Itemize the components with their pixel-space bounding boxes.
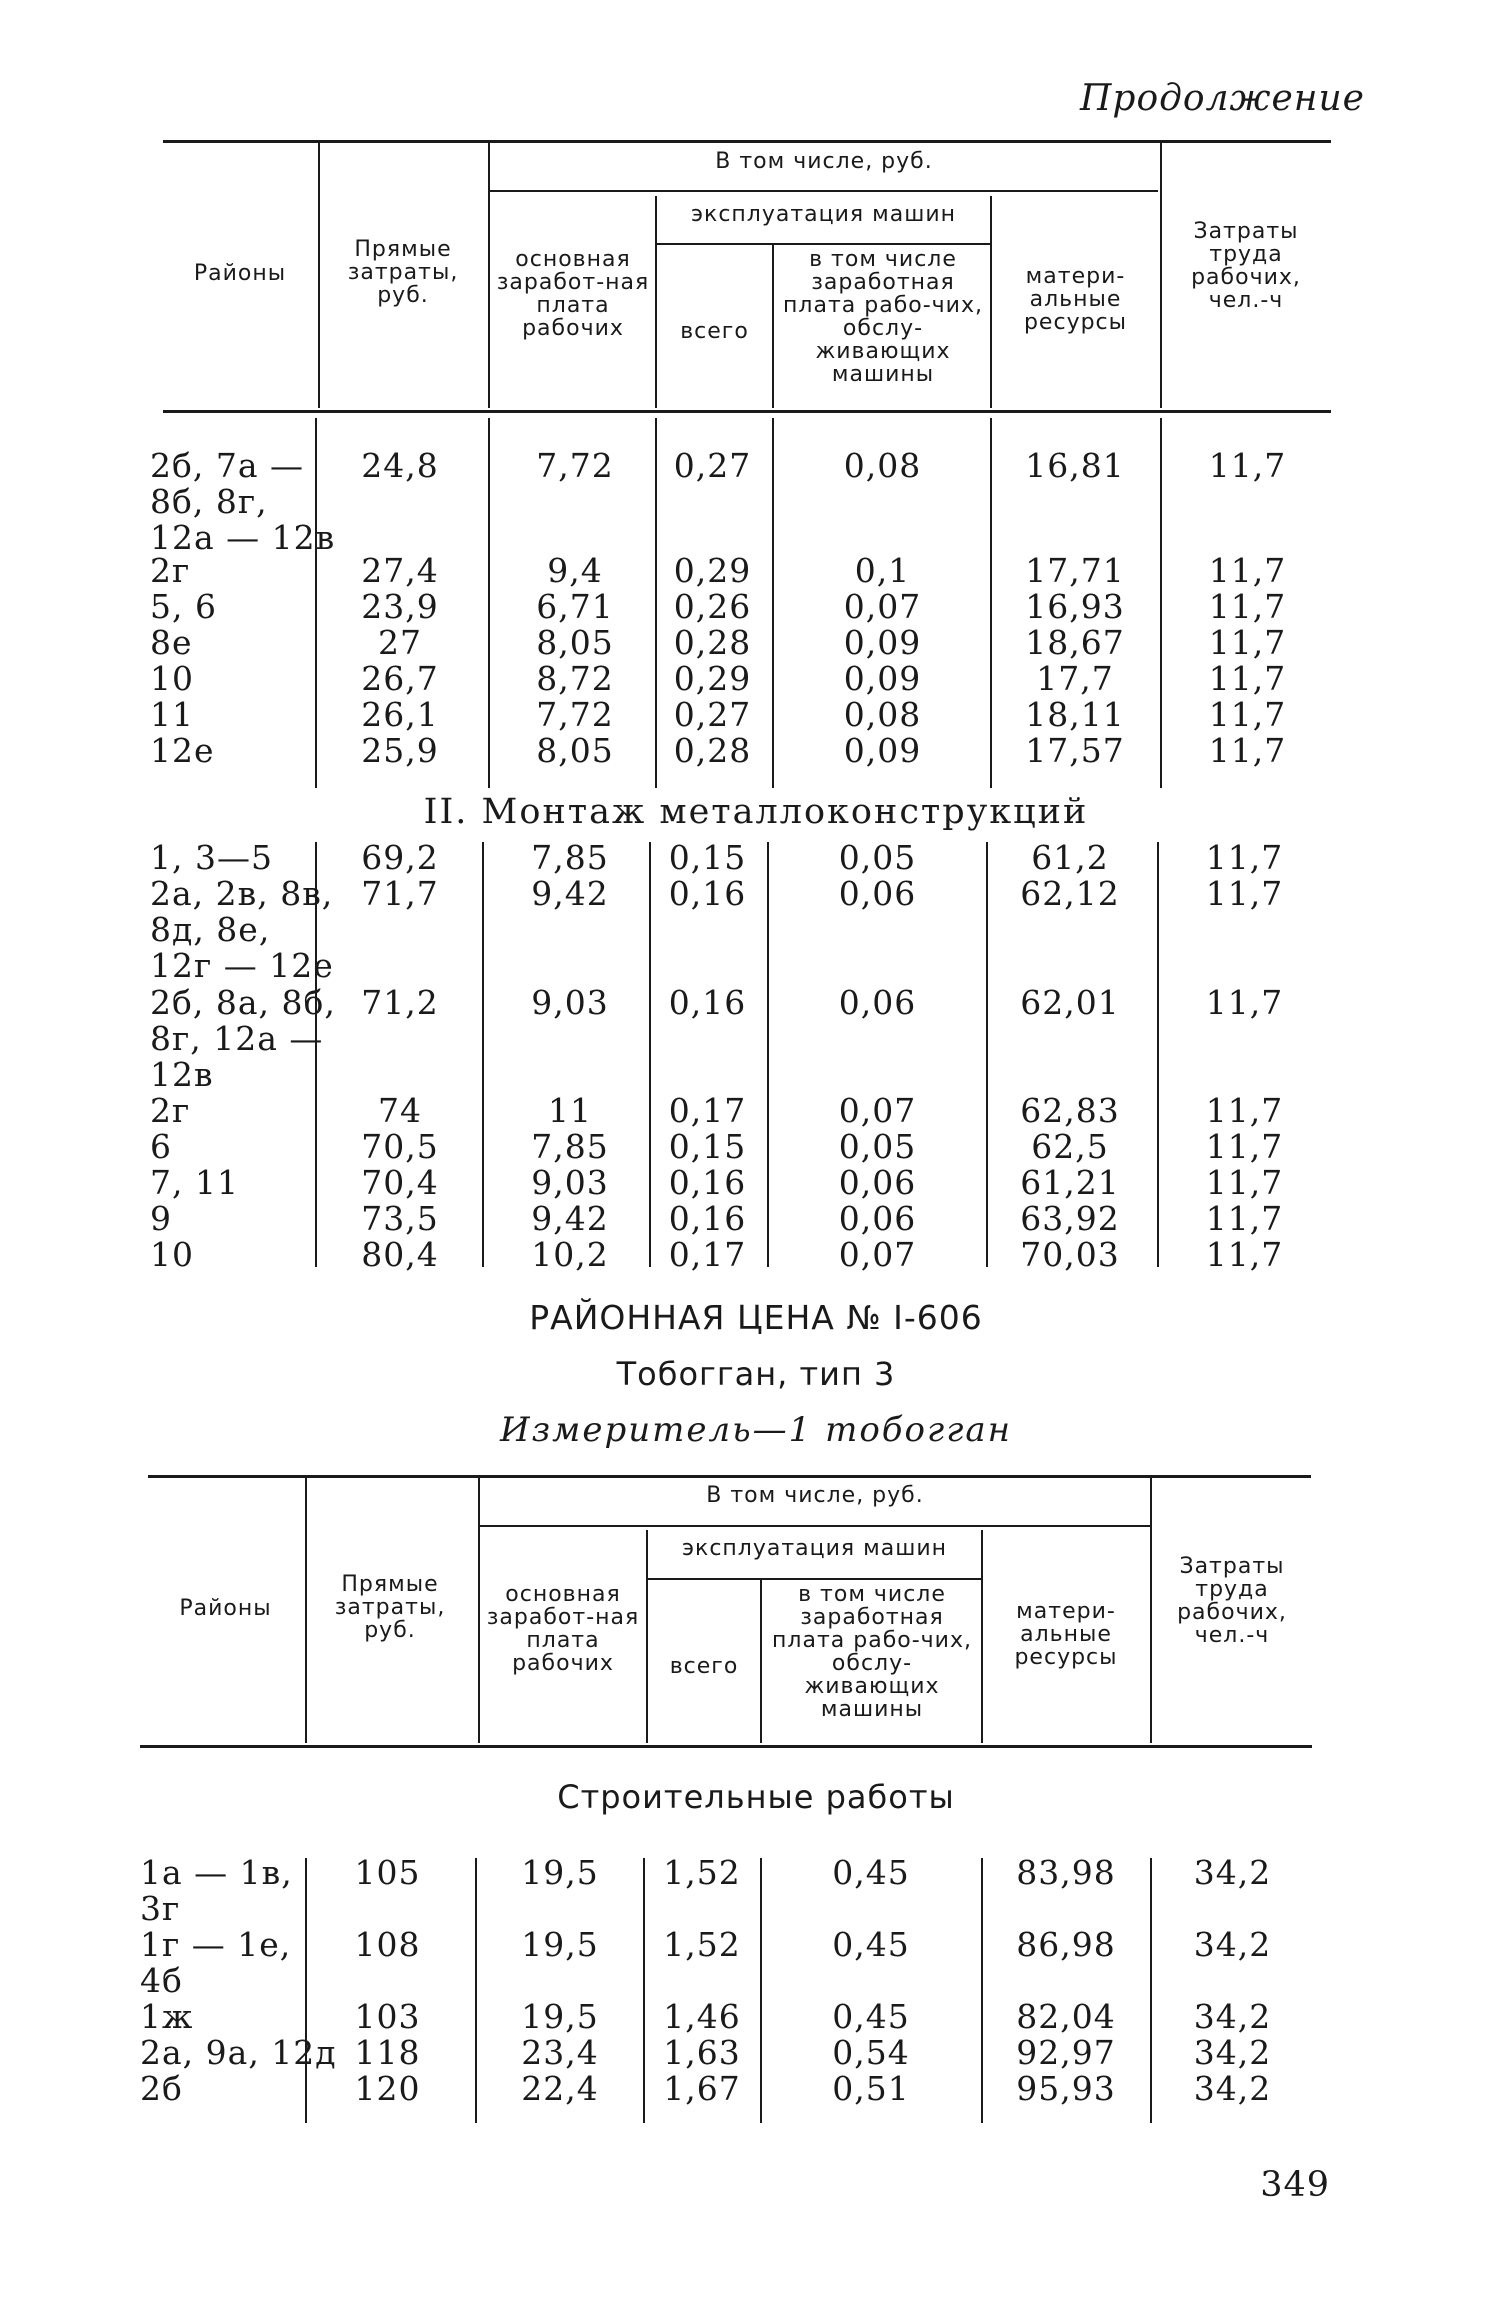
table-cell: 95,93 (1016, 2069, 1116, 2108)
table-cell: 11,7 (1208, 446, 1287, 485)
table-cell: 62,01 (1020, 983, 1120, 1022)
table-cell: 0,05 (838, 838, 917, 877)
table-row-region: 10 (150, 659, 194, 698)
table-row-region: 9 (150, 1199, 172, 1238)
table-cell: 0,27 (673, 695, 752, 734)
table-cell: 8,05 (536, 731, 614, 770)
table-cell: 23,4 (521, 2033, 599, 2072)
table-cell: 0,06 (838, 1199, 917, 1238)
table-cell: 83,98 (1016, 1853, 1116, 1892)
table-cell: 17,7 (1036, 659, 1114, 698)
table-cell: 19,5 (521, 1925, 599, 1964)
table-cell: 0,09 (843, 731, 922, 770)
table-cell: 34,2 (1193, 1997, 1272, 2036)
header-machine-op: эксплуатация машин (690, 202, 957, 227)
table-cell: 118 (354, 2033, 421, 2072)
table-cell: 0,16 (668, 1199, 747, 1238)
table-cell: 9,4 (547, 551, 603, 590)
table-cell: 0,08 (843, 695, 922, 734)
table-cell: 0,51 (832, 2069, 910, 2108)
table-cell: 0,07 (838, 1091, 917, 1130)
table-cell: 62,12 (1020, 874, 1120, 913)
table-cell: 0,05 (838, 1127, 917, 1166)
table-cell: 11,7 (1205, 838, 1284, 877)
table-cell: 7,85 (531, 838, 609, 877)
table-cell: 11,7 (1208, 731, 1287, 770)
table-cell: 0,15 (668, 838, 747, 877)
table-cell: 17,57 (1025, 731, 1125, 770)
table-cell: 0,45 (832, 1853, 910, 1892)
table-cell: 92,97 (1016, 2033, 1116, 2072)
table-cell: 7,72 (536, 695, 614, 734)
header-regions: Районы (193, 261, 287, 286)
section-title: II. Монтаж металлоконструкций (423, 792, 1089, 832)
table-row-region: 2а, 2в, 8в, 8д, 8е, 12г — 12е (150, 874, 334, 985)
table-cell: 0,28 (673, 731, 752, 770)
table-cell: 7,85 (531, 1127, 609, 1166)
table-cell: 11,7 (1205, 1235, 1284, 1274)
table-row-region: 8е (150, 623, 193, 662)
table-cell: 120 (354, 2069, 421, 2108)
table-row-region: 2а, 9а, 12д (140, 2033, 337, 2072)
table-row-region: 11 (150, 695, 194, 734)
table-cell: 19,5 (521, 1997, 599, 2036)
table-row-region: 10 (150, 1235, 194, 1274)
table-cell: 73,5 (361, 1199, 439, 1238)
table-cell: 80,4 (361, 1235, 439, 1274)
table-row-region: 2г (150, 551, 191, 590)
table-cell: 0,17 (668, 1235, 747, 1274)
table-cell: 61,2 (1031, 838, 1109, 877)
table-cell: 22,4 (521, 2069, 599, 2108)
section-title: Строительные работы (557, 1778, 955, 1816)
table-cell: 34,2 (1193, 1925, 1272, 1964)
table-cell: 1,46 (663, 1997, 741, 2036)
table-cell: 34,2 (1193, 1853, 1272, 1892)
price-title: РАЙОННАЯ ЦЕНА № I-606 (529, 1298, 983, 1337)
table-cell: 0,16 (668, 983, 747, 1022)
table-cell: 7,72 (536, 446, 614, 485)
table-cell: 19,5 (521, 1853, 599, 1892)
header-materials: матери-альные ресурсы (1023, 264, 1128, 335)
header-materials: матери-альные ресурсы (1014, 1599, 1118, 1670)
table-cell: 8,72 (536, 659, 614, 698)
table-cell: 0,16 (668, 874, 747, 913)
header-incl-wage: в том числе заработная плата рабо-чих, обслу-живающих машины (772, 1582, 972, 1722)
table-cell: 0,29 (673, 659, 752, 698)
header-incl-rub: В том числе, руб. (715, 149, 933, 174)
table-cell: 11,7 (1205, 1091, 1284, 1130)
table-cell: 11,7 (1205, 983, 1284, 1022)
header-incl-wage: в том числе заработная плата рабо-чих, обслу-живающих машины (783, 247, 983, 387)
table-cell: 70,03 (1020, 1235, 1120, 1274)
table-cell: 63,92 (1020, 1199, 1120, 1238)
table-cell: 11,7 (1205, 1127, 1284, 1166)
header-direct-costs: Прямые затраты, руб. (334, 1572, 446, 1643)
header-labor: Затраты труда рабочих, чел.-ч (1191, 219, 1301, 313)
table-cell: 82,04 (1016, 1997, 1116, 2036)
table-cell: 0,54 (832, 2033, 910, 2072)
table-cell: 0,09 (843, 623, 922, 662)
table-cell: 24,8 (361, 446, 439, 485)
table-cell: 16,93 (1025, 587, 1125, 626)
table-cell: 0,29 (673, 551, 752, 590)
table-row-region: 7, 11 (150, 1163, 239, 1202)
table-cell: 1,63 (663, 2033, 741, 2072)
table-cell: 11,7 (1208, 551, 1287, 590)
table-cell: 0,08 (843, 446, 922, 485)
table-cell: 25,9 (361, 731, 439, 770)
header-total: всего (669, 1654, 739, 1679)
table-cell: 17,71 (1025, 551, 1125, 590)
table-cell: 0,27 (673, 446, 752, 485)
table-cell: 26,1 (361, 695, 439, 734)
table-cell: 0,06 (838, 1163, 917, 1202)
table-cell: 9,42 (531, 874, 609, 913)
table-cell: 0,45 (832, 1925, 910, 1964)
table-cell: 62,83 (1020, 1091, 1120, 1130)
header-regions: Районы (179, 1596, 272, 1621)
table-cell: 34,2 (1193, 2033, 1272, 2072)
table-cell: 9,03 (531, 1163, 609, 1202)
table-cell: 27,4 (361, 551, 439, 590)
table-cell: 105 (354, 1853, 421, 1892)
table-cell: 11,7 (1205, 1163, 1284, 1202)
table-cell: 8,05 (536, 623, 614, 662)
table-cell: 11,7 (1208, 623, 1287, 662)
table-cell: 23,9 (361, 587, 439, 626)
table-cell: 69,2 (361, 838, 439, 877)
table-cell: 18,11 (1025, 695, 1125, 734)
table-cell: 86,98 (1016, 1925, 1116, 1964)
table-cell: 0,45 (832, 1997, 910, 2036)
table-cell: 34,2 (1193, 2069, 1272, 2108)
header-labor: Затраты труда рабочих, чел.-ч (1177, 1554, 1287, 1648)
table-row-region: 2б (140, 2069, 183, 2108)
table-row-region: 12е (150, 731, 215, 770)
header-incl-rub: В том числе, руб. (706, 1483, 924, 1508)
table-cell: 61,21 (1020, 1163, 1120, 1202)
table-cell: 62,5 (1031, 1127, 1109, 1166)
table-cell: 18,67 (1025, 623, 1125, 662)
table-row-region: 1г — 1е, 4б (140, 1925, 292, 2000)
table-cell: 0,07 (838, 1235, 917, 1274)
header-main-wage: основная заработ-ная плата рабочих (496, 247, 650, 341)
table-cell: 11 (548, 1091, 592, 1130)
continuation-label: Продолжение (1080, 78, 1365, 119)
table-cell: 0,28 (673, 623, 752, 662)
table-cell: 27 (378, 623, 422, 662)
table-cell: 71,2 (361, 983, 439, 1022)
table-row-region: 2б, 7а — 8б, 8г, 12а — 12в (150, 446, 336, 557)
table-row-region: 1а — 1в, 3г (140, 1853, 293, 1928)
table-cell: 0,16 (668, 1163, 747, 1202)
table-cell: 9,03 (531, 983, 609, 1022)
table-cell: 1,67 (663, 2069, 741, 2108)
table-row-region: 5, 6 (150, 587, 217, 626)
table-cell: 11,7 (1205, 874, 1284, 913)
table-cell: 11,7 (1208, 659, 1287, 698)
table-cell: 1,52 (663, 1853, 741, 1892)
header-direct-costs: Прямые затраты, руб. (347, 237, 459, 308)
table-cell: 0,09 (843, 659, 922, 698)
table-cell: 16,81 (1025, 446, 1125, 485)
price-measure: Измеритель—1 тобогган (499, 1410, 1013, 1450)
header-total: всего (680, 319, 749, 344)
table-cell: 70,5 (361, 1127, 439, 1166)
table-row-region: 2г (150, 1091, 191, 1130)
table-cell: 1,52 (663, 1925, 741, 1964)
table-cell: 0,06 (838, 874, 917, 913)
header-main-wage: основная заработ-ная плата рабочих (486, 1582, 640, 1676)
table-cell: 108 (354, 1925, 421, 1964)
table-cell: 11,7 (1205, 1199, 1284, 1238)
table-cell: 103 (354, 1997, 421, 2036)
table-row-region: 1, 3—5 (150, 838, 273, 877)
header-machine-op: эксплуатация машин (681, 1536, 948, 1561)
page-number: 349 (1260, 2165, 1330, 2205)
table-row-region: 1ж (140, 1997, 194, 2036)
table-cell: 74 (378, 1091, 422, 1130)
table-cell: 9,42 (531, 1199, 609, 1238)
table-cell: 26,7 (361, 659, 439, 698)
table-cell: 71,7 (361, 874, 439, 913)
table-cell: 0,1 (854, 551, 911, 590)
table-cell: 0,07 (843, 587, 922, 626)
price-subtitle: Тобогган, тип 3 (616, 1355, 896, 1393)
table-cell: 0,17 (668, 1091, 747, 1130)
table-cell: 0,06 (838, 983, 917, 1022)
table-cell: 70,4 (361, 1163, 439, 1202)
table-cell: 10,2 (531, 1235, 609, 1274)
table-row-region: 6 (150, 1127, 172, 1166)
table-cell: 0,15 (668, 1127, 747, 1166)
table-cell: 0,26 (673, 587, 752, 626)
table-cell: 6,71 (536, 587, 614, 626)
table-row-region: 2б, 8а, 8б, 8г, 12а — 12в (150, 983, 336, 1094)
table-cell: 11,7 (1208, 695, 1287, 734)
table-cell: 11,7 (1208, 587, 1287, 626)
